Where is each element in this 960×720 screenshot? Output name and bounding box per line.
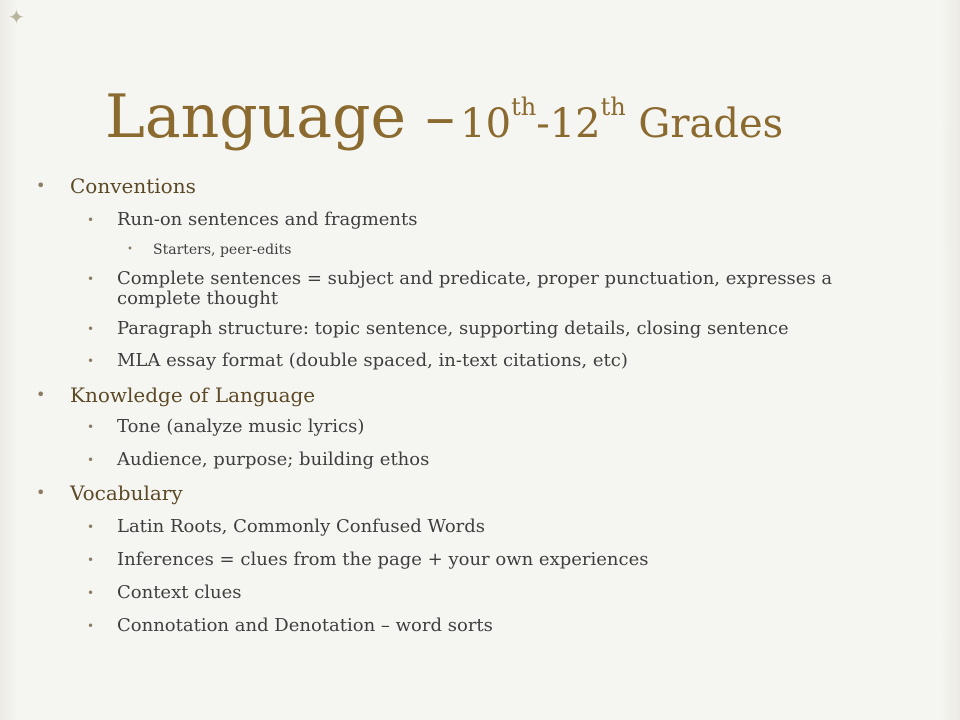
- list-item: [36, 173, 915, 199]
- bullet-list: [35, 170, 915, 636]
- bullet-icon: •: [87, 213, 95, 227]
- item-label: Tone (analyze music lyrics): [117, 416, 365, 437]
- slide-title: [105, 72, 905, 162]
- list-item: [87, 416, 915, 437]
- item-label: Connotation and Denotation – word sorts: [117, 615, 493, 636]
- list-item: [36, 480, 915, 506]
- item-label: Audience, purpose; building ethos: [117, 449, 430, 470]
- bullet-icon: •: [87, 619, 95, 633]
- bullet-icon: •: [36, 176, 46, 195]
- title-grades-word: Grades: [625, 101, 784, 147]
- title-sup-2: th: [600, 93, 626, 121]
- list-item: [87, 582, 915, 603]
- list-item: [87, 209, 915, 230]
- title-sup-1: th: [511, 93, 537, 121]
- bullet-icon: •: [87, 354, 95, 368]
- item-label: Paragraph structure: topic sentence, supporting details, closing sentence: [117, 318, 789, 339]
- item-label: Complete sentences = subject and predicate, proper punctuation, expresses a complete thought: [117, 268, 833, 309]
- bullet-icon: •: [36, 385, 46, 404]
- list-item: [87, 268, 915, 309]
- title-grade-end: -12: [536, 101, 601, 147]
- bullet-icon: •: [87, 420, 95, 434]
- bullet-icon: •: [127, 244, 133, 255]
- item-label: Inferences = clues from the page + your own experiences: [117, 549, 649, 570]
- section-label: Knowledge of Language: [70, 383, 316, 407]
- subitem-label: Starters, peer-edits: [153, 242, 292, 258]
- item-label: MLA essay format (double spaced, in-text citations, etc): [117, 350, 628, 371]
- bullet-icon: •: [87, 453, 95, 467]
- item-label: Latin Roots, Commonly Confused Words: [117, 516, 486, 537]
- bullet-icon: •: [87, 586, 95, 600]
- item-label: Run-on sentences and fragments: [117, 209, 418, 230]
- bullet-icon: •: [87, 272, 95, 286]
- list-item: [36, 382, 915, 408]
- bullet-icon: •: [87, 322, 95, 336]
- title-main: Language –: [105, 82, 456, 152]
- item-label: Context clues: [117, 582, 242, 603]
- list-item: [87, 516, 915, 537]
- list-item: [87, 449, 915, 470]
- bullet-icon: •: [87, 520, 95, 534]
- list-item: [127, 241, 915, 259]
- section-label: Vocabulary: [70, 481, 183, 505]
- list-item: [87, 615, 915, 636]
- list-item: [87, 549, 915, 570]
- list-item: [87, 350, 915, 371]
- list-item: [87, 318, 915, 339]
- bullet-icon: •: [36, 483, 46, 502]
- title-grade-start: 10: [460, 101, 512, 147]
- bullet-icon: •: [87, 553, 95, 567]
- section-label: Conventions: [70, 174, 196, 198]
- star-icon: ✦: [8, 5, 25, 29]
